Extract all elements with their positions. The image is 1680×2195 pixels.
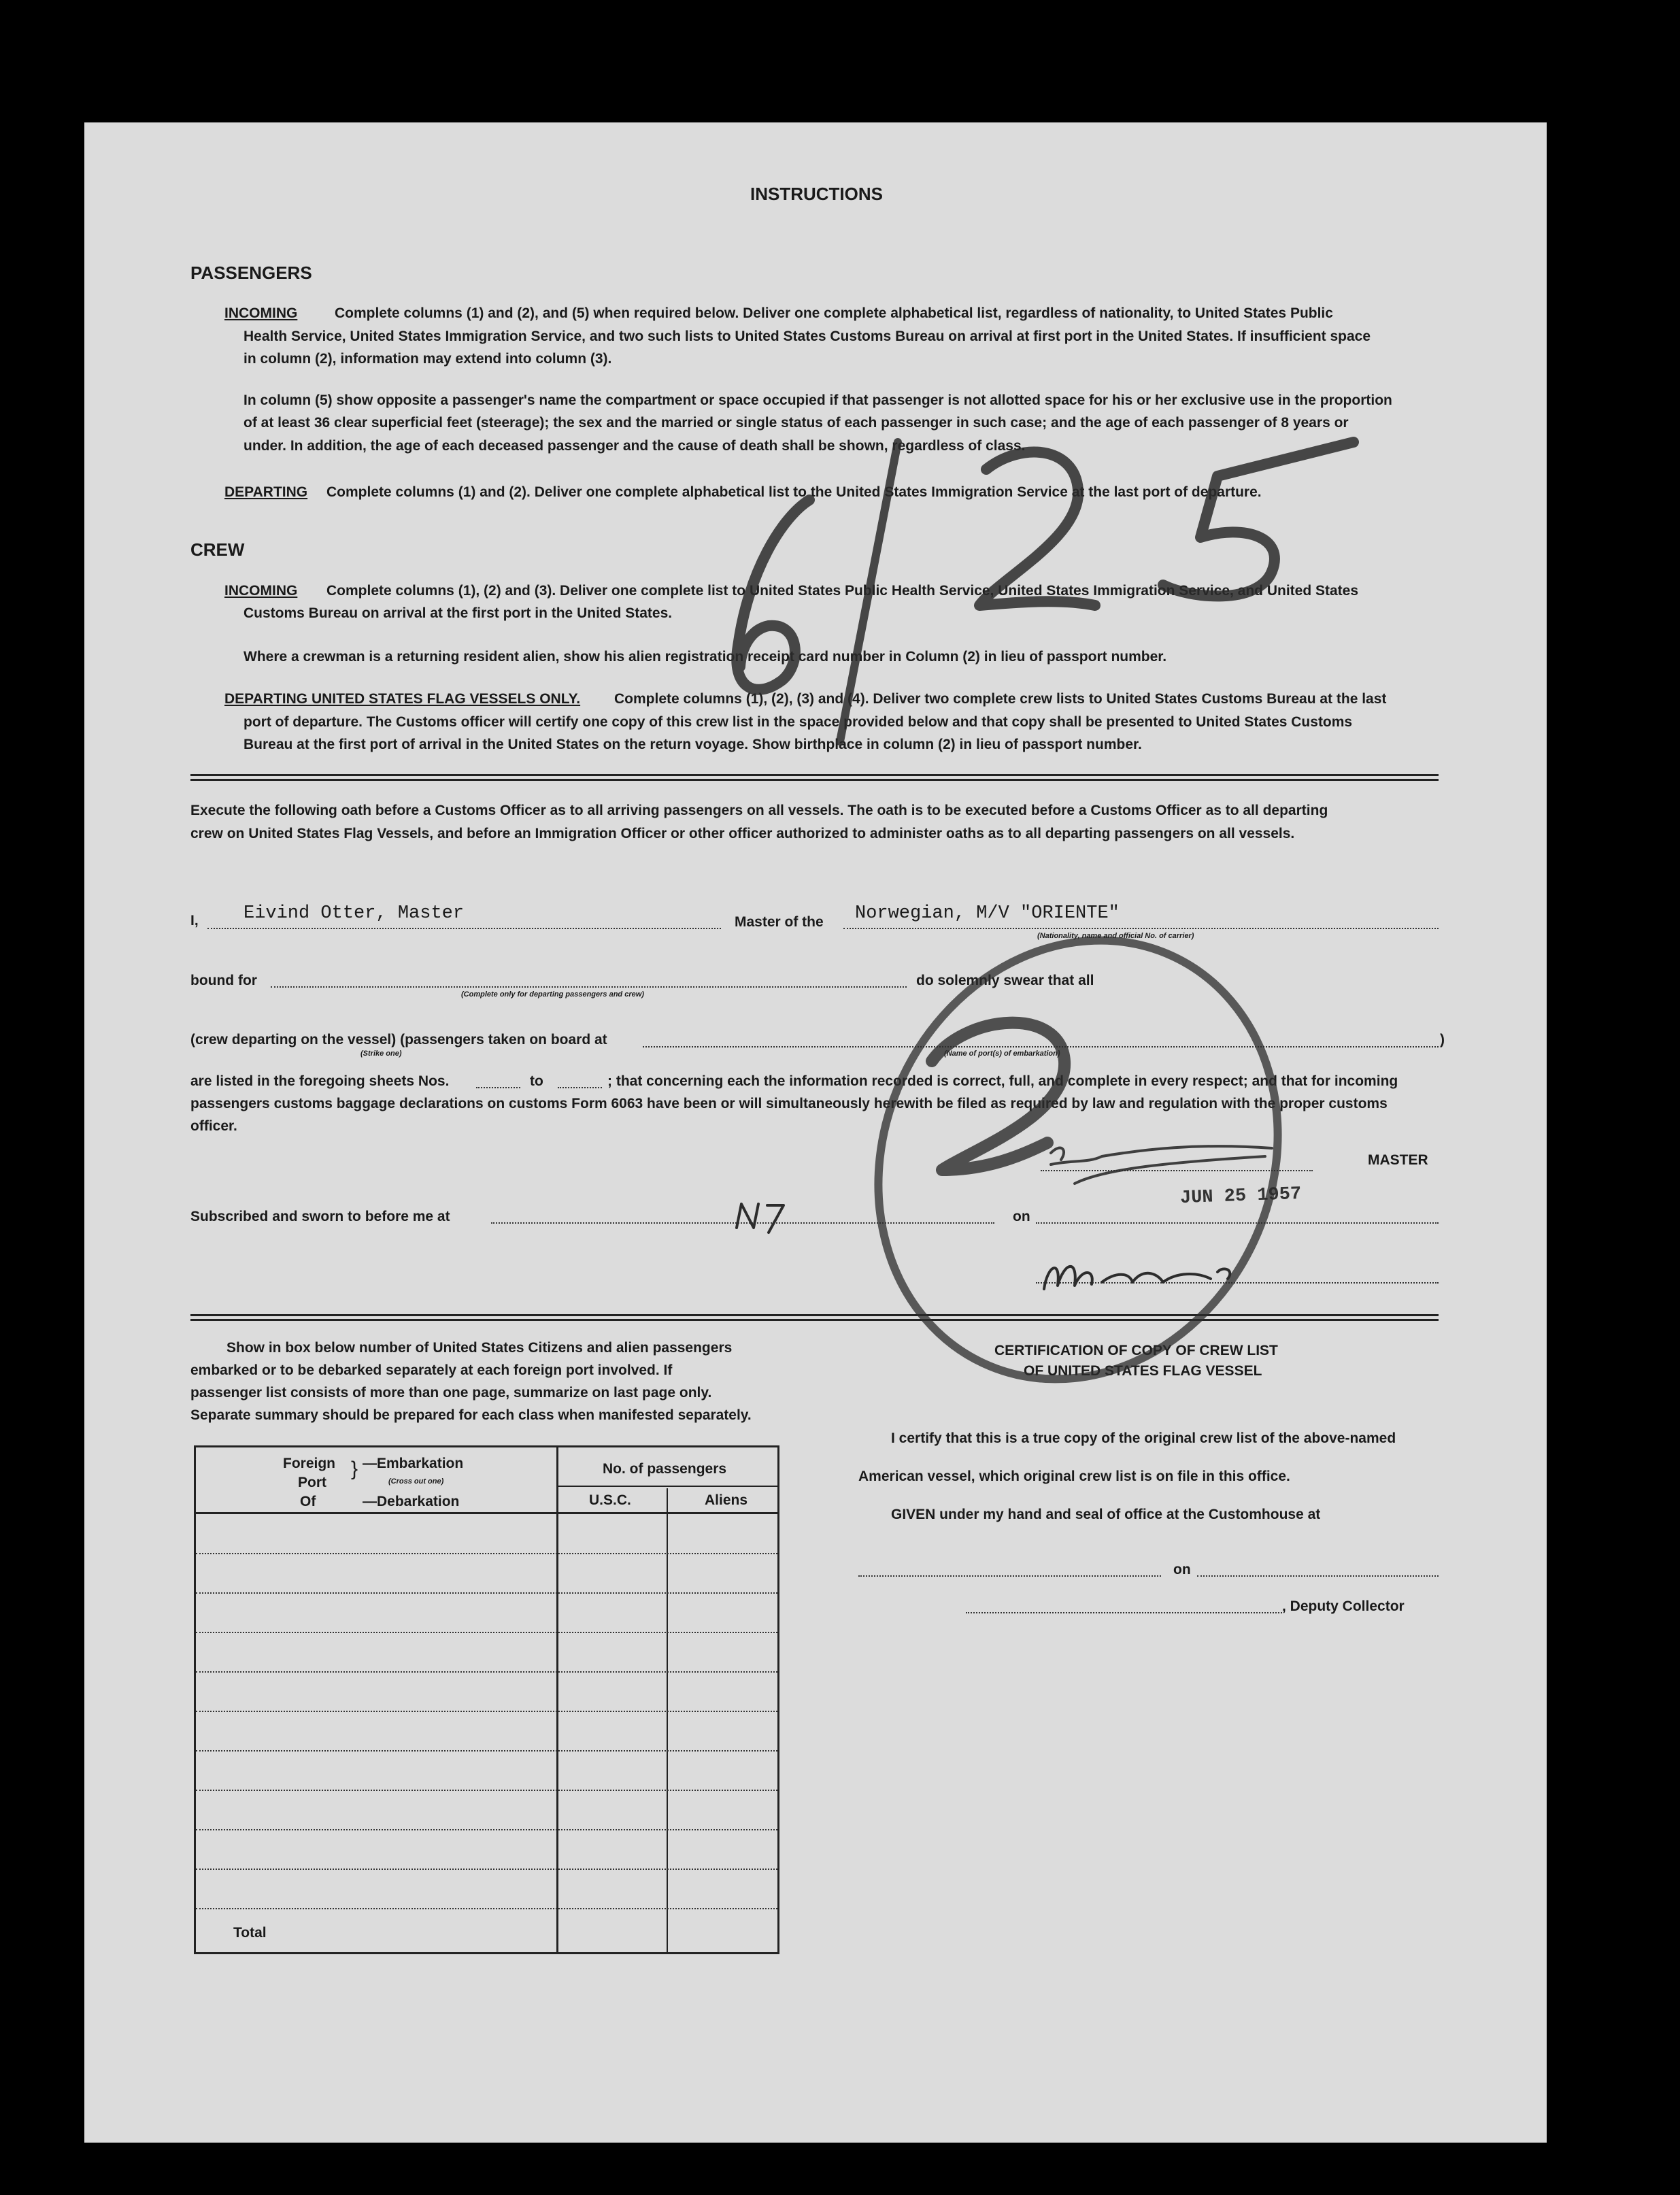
passengers-incoming-label: INCOMING [224, 305, 298, 321]
header-aliens: Aliens [705, 1492, 748, 1508]
summary-instructions-line1: Show in box below number of United States Citizens and alien passengers [226, 1340, 733, 1356]
header-port: Port [298, 1475, 326, 1490]
handwritten-six [737, 500, 809, 690]
certification-title-line2: OF UNITED STATES FLAG VESSEL [1024, 1363, 1262, 1379]
listed-to: to [530, 1073, 543, 1089]
crew-incoming-line2: Customs Bureau on arrival at the first port in the United States. [243, 605, 673, 621]
summary-instructions-line2: embarked or to be debarked separately at each foreign port involved. If [190, 1362, 673, 1378]
summary-instructions-line4: Separate summary should be prepared for each class when manifested separately. [190, 1407, 752, 1423]
header-of: Of [300, 1494, 316, 1509]
master-label: MASTER [1368, 1152, 1428, 1168]
listed-text-b: ; that concerning each the information recorded is correct, full, and complete in every respect; and that for incoming [607, 1073, 1398, 1089]
officer-signature-scribble [1044, 1267, 1230, 1289]
crew-departing-label: DEPARTING UNITED STATES FLAG VESSELS ONLY. [224, 691, 581, 707]
header-usc: U.S.C. [589, 1492, 631, 1508]
crew-resident-text: Where a crewman is a returning resident alien, show his alien registration receipt card number in Column (2) in lieu of passport number. [243, 649, 1167, 665]
header-debarkation: —Debarkation [363, 1494, 460, 1509]
handwritten-five [1163, 442, 1354, 596]
crew-departing-line1: Complete columns (1), (2), (3) and (4). Deliver two complete crew lists to United States Customs Bureau at the last [614, 691, 1387, 707]
column5-line1: In column (5) show opposite a passenger's name the compartment or space occupied if that passenger is not allotted space for his or her exclusive use in the proportion [243, 392, 1392, 408]
bound-for-label: bound for [190, 973, 257, 988]
passengers-incoming-line2: Health Service, United States Immigration Service, and two such lists to United States Customs Bureau on arrival at first port in the United States. If insufficient space [243, 329, 1371, 344]
subscribed-label: Subscribed and sworn to before me at [190, 1209, 450, 1224]
master-of-label: Master of the [735, 914, 824, 930]
master-name: Eivind Otter, Master [243, 903, 465, 924]
circled-two [932, 1023, 1064, 1170]
passengers-heading: PASSENGERS [190, 263, 312, 283]
certification-line3: GIVEN under my hand and seal of office at the Customhouse at [891, 1507, 1321, 1522]
crew-departing-line3: Bureau at the first port of arrival in the United States on the return voyage. Show birthplace in column (2) in lieu of passport number. [243, 737, 1142, 752]
summary-instructions-line3: passenger list consists of more than one page, summarize on last page only. [190, 1385, 712, 1401]
circle-mark [807, 874, 1349, 1445]
total-label: Total [233, 1925, 267, 1941]
close-paren: ) [1440, 1032, 1445, 1048]
deputy-collector-label: , Deputy Collector [1282, 1598, 1405, 1614]
oath-intro-line1: Execute the following oath before a Customs Officer as to all arriving passengers on all vessels. The oath is to be executed before a Customs Officer as to all departing [190, 803, 1328, 818]
crew-incoming-line1: Complete columns (1), (2) and (3). Deliver one complete list to United States Public Health Service, United States Immigration Service, and United States [326, 583, 1359, 599]
certification-line1: I certify that this is a true copy of the original crew list of the above-named [891, 1430, 1396, 1446]
column5-line2: of at least 36 clear superficial feet (steerage); the sex and the married or single status of each passenger in such case; and the age of each passenger of 8 years or [243, 415, 1349, 431]
swear-text: do solemnly swear that all [916, 973, 1094, 988]
listed-line2: passengers customs baggage declarations on customs Form 6063 have been or will simultaneously herewith be filed as required by law and regulation with the proper customs [190, 1096, 1388, 1111]
oath-intro-line2: crew on United States Flag Vessels, and before an Immigration Officer or other officer authorized to administer oaths as to all departing passengers on all vessels. [190, 826, 1295, 841]
crew-departing-line2: port of departure. The Customs officer will certify one copy of this crew list in the space provided below and that copy shall be presented to United States Customs [243, 714, 1353, 730]
passengers-incoming-line3: in column (2), information may extend into column (3). [243, 351, 612, 367]
crew-incoming-label: INCOMING [224, 583, 298, 599]
header-foreign: Foreign [283, 1456, 335, 1471]
listed-text-a: are listed in the foregoing sheets Nos. [190, 1073, 450, 1089]
subscribed-on-label: on [1013, 1209, 1030, 1224]
oath-i-label: I, [190, 913, 199, 928]
certification-on-label: on [1173, 1562, 1191, 1577]
passengers-departing-label: DEPARTING [224, 484, 308, 500]
instructions-title: INSTRUCTIONS [750, 184, 883, 204]
column5-line3: under. In addition, the age of each deceased passenger and the cause of death shall be shown, regardless of class. [243, 438, 1026, 454]
handwritten-two-small [979, 452, 1095, 605]
header-crossout: (Cross out one) [388, 1477, 444, 1486]
bound-caption: (Complete only for departing passengers and crew) [461, 990, 644, 999]
port-caption: (Name of port(s) of embarkation) [944, 1050, 1060, 1058]
header-embarkation: —Embarkation [363, 1456, 464, 1471]
crew-departing-text: (crew departing on the vessel) (passengers taken on board at [190, 1032, 607, 1048]
passengers-departing-text: Complete columns (1) and (2). Deliver one complete alphabetical list to the United States Immigration Service at the last port of departure. [326, 484, 1262, 500]
certification-line2: American vessel, which original crew list is on file in this office. [858, 1469, 1290, 1484]
header-passengers: No. of passengers [603, 1461, 727, 1477]
vessel-name: Norwegian, M/V "ORIENTE" [855, 903, 1120, 924]
header-brace: } [351, 1458, 358, 1480]
strike-caption: (Strike one) [360, 1050, 402, 1058]
certification-title-line1: CERTIFICATION OF COPY OF CREW LIST [994, 1343, 1278, 1358]
date-stamp: JUN 25 1957 [1179, 1184, 1302, 1209]
passengers-incoming-line1: Complete columns (1) and (2), and (5) when required below. Deliver one complete alphabetical list, regardless of nationality, to United States Public [335, 305, 1333, 321]
listed-line3: officer. [190, 1118, 237, 1134]
vessel-caption: (Nationality, name and official No. of carrier) [1037, 932, 1194, 940]
master-signature-scribble [1051, 1146, 1272, 1184]
crew-heading: CREW [190, 539, 245, 560]
handwritten-slash [840, 442, 898, 741]
handwritten-ny [737, 1204, 784, 1233]
